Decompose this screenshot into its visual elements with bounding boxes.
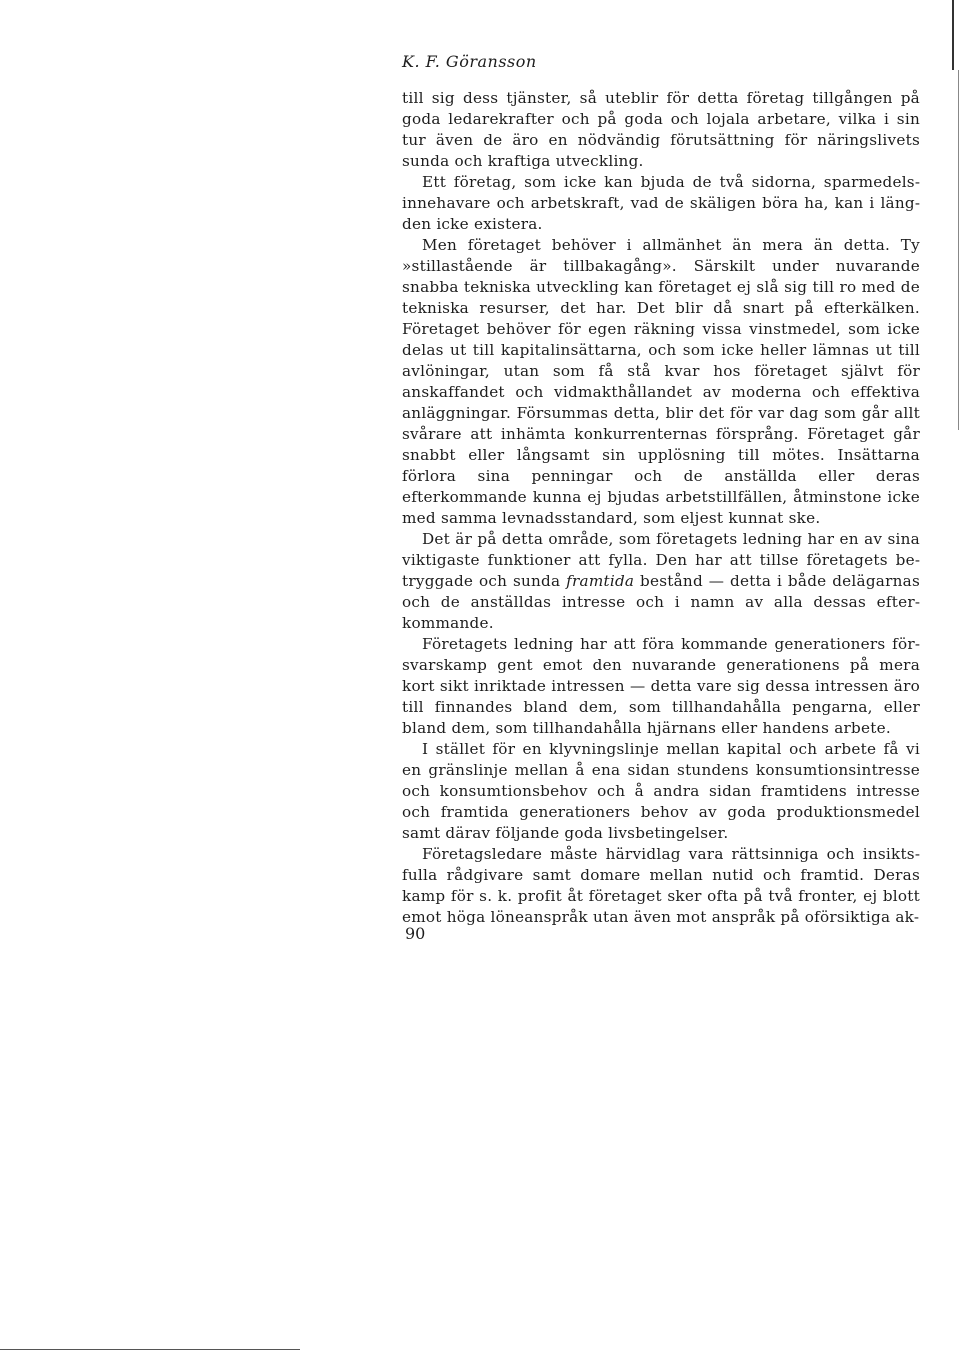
running-header: K. F. Göransson bbox=[402, 52, 537, 71]
body-text bbox=[402, 88, 920, 928]
paragraph: Ett företag, som icke kan bjuda de två sidorna, sparmedelsinnehavare och arbetskraft, vad de skäligen böra ha, kan i längden icke existera. bbox=[402, 173, 920, 233]
paragraph: I stället för en klyvningslinje mellan kapital och arbete få vi en gränslinje mellan å ena sidan stundens konsumtionsintresse och konsumtionsbehov och å andra sidan framtidens intresse och framtida generationers behov av goda produktionsmedel samt därav följande goda livsbetingelser. bbox=[402, 740, 920, 842]
scan-bottom-line bbox=[0, 1349, 300, 1350]
scan-edge-mark bbox=[958, 70, 959, 430]
paragraph: Företagsledare måste härvidlag vara rättsinniga och insiktsfulla rådgivare samt domare mellan nutid och framtid. Deras kamp för s. k. profit åt företaget sker ofta på två fronter, ej blott emot höga löneanspråk utan även mot anspråk på oförsiktiga ak- bbox=[402, 845, 920, 926]
paragraph: Men företaget behöver i allmänhet än mera än detta. Ty »stillastående är tillbakagång». Särskilt under nuvarande snabba tekniska utveckling kan företaget ej slå sig till ro med de tekniska resurser, det har. Det blir då snart på efterkälken. Företaget behöver för egen räkning vissa vinstmedel, som icke delas ut till kapitalinsättarna, och som icke heller lämnas ut till avlöningar, utan som få stå kvar hos företaget självt för anskaffandet och vidmakthållandet av moderna och effektiva anläggningar. Försummas detta, blir det för var dag som går allt svårare att inhämta konkurrenternas försprång. Företaget går snabbt eller långsamt sin upplösning till mötes. Insättarna förlora sina penningar och de anställda eller deras efterkommande kunna ej bjudas arbetstillfällen, åtminstone icke med samma levnadsstandard, som eljest kunnat ske. bbox=[402, 236, 920, 527]
paragraph bbox=[402, 529, 920, 634]
scan-edge-line bbox=[952, 0, 954, 70]
paragraph-part: bestånd — detta i både delägarnas och de anställdas intresse och i namn av alla dessas efterkommande. bbox=[402, 572, 920, 632]
paragraph: Företagets ledning har att föra kommande generationers försvarskamp gent emot den nuvarande generationens på mera kort sikt inriktade intressen — detta vare sig dessa intressen äro till finnandes bland dem, som tillhandahålla pengarna, eller bland dem, som tillhandahålla hjärnans eller handens arbete. bbox=[402, 635, 920, 737]
paragraph: till sig dess tjänster, så uteblir för detta företag tillgången på goda ledarekrafter och på goda och lojala arbetare, vilka i sin tur även de äro en nödvändig förutsättning för näringslivets sunda och kraftiga utveckling. bbox=[402, 89, 920, 170]
paragraph-part: Det är på detta område, som företagets ledning har en av sina viktigaste funktioner att fylla. Den har att tillse företagets betryggade och sunda bbox=[402, 530, 920, 590]
emphasis: framtida bbox=[566, 572, 635, 590]
page-number: 90 bbox=[405, 924, 426, 943]
